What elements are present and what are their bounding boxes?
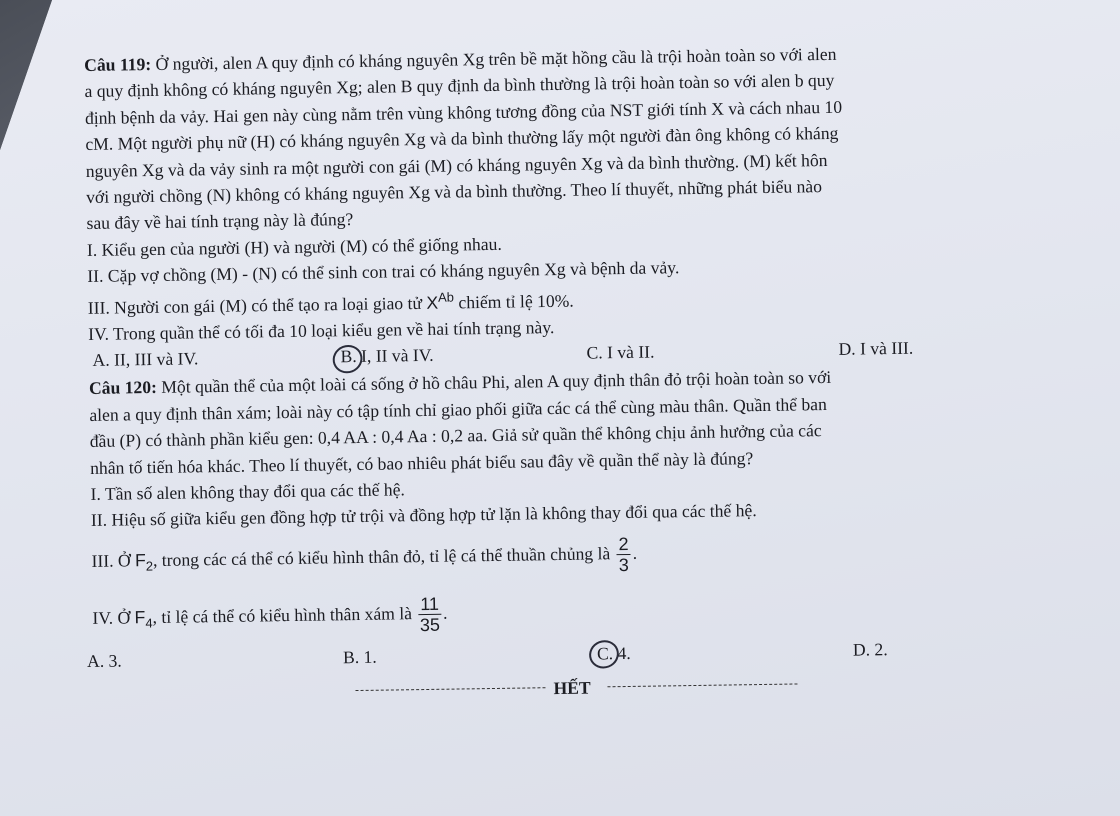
q120-s3-sub: 2 [145, 558, 154, 574]
q120-s4-post: , tỉ lệ cá thể có kiểu hình thân xám là [152, 602, 413, 627]
q119-s3-pre: III. Người con gái (M) có thể tạo ra loại giao tử [87, 292, 427, 318]
q119-statement-4: IV. Trong quần thể có tối đa 10 loại kiểu gen về hai tính trạng này. [88, 316, 555, 344]
q119-line-7: sau đây về hai tính trạng này là đúng? [86, 209, 354, 234]
q119-option-c[interactable]: C. I và II. [586, 341, 655, 363]
q120-label: Câu 120: [88, 377, 158, 399]
end-text: HẾT [553, 677, 591, 698]
q120-s4-fraction [418, 594, 441, 635]
q120-line-4: nhân tố tiến hóa khác. Theo lí thuyết, có bao nhiêu phát biểu sau đây về quần thể này là đúng? [90, 447, 754, 478]
q119-text-1: Ở người, alen A quy định có kháng nguyên Xg trên bề mặt hồng cầu là trội hoàn toàn so với alen [151, 43, 837, 75]
q119-line-6: với người chồng (N) không có kháng nguyên Xg và da bình thường. Theo lí thuyết, những phát biểu nào [86, 176, 823, 208]
q119-line-5: nguyên Xg và da vảy sinh ra một người con gái (M) có kháng nguyên Xg và da bình thường. (M) kết hôn [85, 149, 828, 181]
q119-statement-1: I. Kiểu gen của người (H) và người (M) có thể giống nhau. [86, 233, 502, 260]
question-120 [86, 361, 1073, 674]
end-dash-left [355, 687, 545, 691]
q120-s3-fraction [616, 534, 631, 575]
q120-s3-f: F [134, 549, 146, 571]
q119-option-b[interactable]: B. I, II và IV. [340, 345, 434, 367]
q119-option-a[interactable]: A. II, III và IV. [92, 348, 199, 371]
q120-option-a[interactable]: A. 3. [86, 650, 122, 671]
q119-s3-sup: Ab [437, 289, 455, 305]
q120-statement-2: II. Hiệu số giữa kiểu gen đồng hợp tử trội và đồng hợp tử lặn là không thay đổi qua các thế hệ. [90, 500, 757, 531]
q119-line-3: định bệnh da vảy. Hai gen này cùng nằm trên vùng không tương đồng của NST giới tính X và cách nhau 10 [84, 96, 843, 128]
q119-line-4: cM. Một người phụ nữ (H) có kháng nguyên Xg và da bình thường lấy một người đàn ông không có kháng [85, 123, 839, 155]
q120-s4-pre: IV. Ở [92, 607, 135, 628]
q120-statement-3: III. Ở $F_2$, trong các cá thể có kiểu hình thân đỏ, tỉ lệ cá thể thuần chủng là $\frac{2}{3}$ . [91, 534, 638, 576]
question-119 [84, 37, 1069, 373]
end-dash-right [607, 683, 797, 687]
exam-content [84, 37, 1074, 709]
q119-statement-2: II. Cặp vợ chồng (M) - (N) có thể sinh con trai có kháng nguyên Xg và bệnh da vảy. [87, 257, 680, 287]
q120-s3-denominator: 3 [618, 555, 629, 576]
q120-line-2: alen a quy định thân xám; loài này có tập tính chỉ giao phối giữa các cá thể cùng màu thân. Quần thể ban [89, 393, 827, 425]
q119-line-2: a quy định không có kháng nguyên Xg; alen B quy định da bình thường là trội hoàn toàn so với alen b quy [84, 70, 835, 102]
q120-statement-4: IV. Ở $F_4$, tỉ lệ cá thể có kiểu hình thân xám là $\frac{11}{35}$ . [92, 594, 448, 636]
q120-s3-post: , trong các cá thể có kiểu hình thân đỏ, tỉ lệ cá thể thuần chủng là [152, 543, 611, 570]
q120-s4-sub: 4 [145, 615, 153, 631]
q120-option-d[interactable]: D. 2. [852, 638, 888, 660]
q120-statement-1: I. Tần số alen không thay đổi qua các thế hệ. [90, 479, 405, 504]
q120-s3-pre: III. Ở [91, 550, 136, 571]
q120-line-3: đầu (P) có thành phần kiểu gen: 0,4 AA : 0,4 Aa : 0,2 aa. Giả sử quần thể không chịu ảnh hưởng của các [89, 420, 822, 452]
q120-text-1: Một quần thể của một loài cá sống ở hồ châu Phi, alen A quy định thân đỏ trội hoàn toàn so với [156, 367, 832, 398]
q120-option-b[interactable]: B. 1. [342, 646, 377, 667]
q120-s4-numerator: 11 [418, 594, 441, 615]
q120-option-c[interactable]: C. 4. [596, 642, 631, 664]
q119-s3-post: chiếm tỉ lệ 10%. [453, 290, 574, 313]
q119-label: Câu 119: [84, 54, 152, 75]
q120-s4-f: F [134, 606, 146, 628]
q119-option-d[interactable]: D. I và III. [838, 338, 914, 360]
q119-s3-x: X [426, 292, 439, 313]
q120-s3-numerator: 2 [616, 534, 630, 555]
q120-s4-denominator: 35 [419, 615, 441, 636]
